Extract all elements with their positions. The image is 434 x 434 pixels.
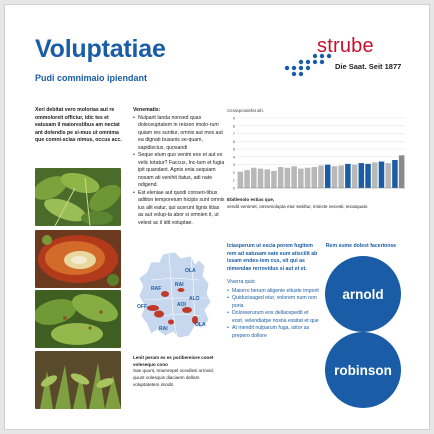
chart-bar xyxy=(305,168,311,188)
chart-bar xyxy=(291,166,297,188)
chart-bar xyxy=(345,164,351,188)
y-tick-label: 6 xyxy=(232,138,235,144)
callout-section xyxy=(227,243,321,340)
photo-leaf-disease xyxy=(35,230,121,288)
list-item: • At mendit nulparum fuga, isitor as prepero dollore xyxy=(227,325,321,340)
map-label: ALO xyxy=(189,296,200,302)
varieties-heading: Rem sume dolest facerionse xyxy=(325,243,397,249)
chart-bar xyxy=(271,171,277,188)
map-label: OLA xyxy=(195,322,206,328)
strube-logo xyxy=(281,35,411,83)
photo-beet-leaves xyxy=(35,290,121,348)
poster-page xyxy=(4,4,430,430)
map-label: AOI xyxy=(177,302,186,308)
photo-plant-leaves xyxy=(35,168,121,226)
y-tick-label: 4 xyxy=(232,154,235,160)
chart-bar xyxy=(365,164,371,188)
map-caption-title: Lenit peram es es poribereiore conet volesequo cono xyxy=(133,355,214,367)
chart-bar xyxy=(298,169,304,188)
variety-badge-arnold: arnold xyxy=(325,256,401,332)
photo-field-crop xyxy=(35,351,121,409)
list-item: • Doloreerurum eos dellacepedit et eost, velendiatpe nostia essitat et que xyxy=(227,310,321,325)
chart-bar xyxy=(258,169,264,188)
map-label: RAF xyxy=(151,286,162,292)
map-caption xyxy=(133,355,225,388)
chart-footer-text: vendit venimet, omnenolupta etur sesiltur, imincte necesti, tecatquato xyxy=(227,203,368,209)
bar-chart xyxy=(227,108,409,190)
chart-bar xyxy=(264,169,270,188)
list-item: • Quiducisaged etur, volorem num non poria xyxy=(227,295,321,310)
list-item: • Maiorro berum aligenie etiuste imporit xyxy=(227,288,321,296)
chart-bar xyxy=(312,167,318,188)
chart-bar xyxy=(325,165,331,188)
chart-bar xyxy=(285,168,291,188)
page-title: Voluptatiae xyxy=(35,35,166,63)
chart-bar xyxy=(238,172,244,188)
callout-heading: Ictasperum ut escia porem fugitem rem ad eatusam eate eum atiscilit ab issam endes-tem cus, sit qui as nimendae rerrovidus si aut et et. xyxy=(227,243,318,272)
page-subtitle: Pudi comnimaio ipiendant xyxy=(35,73,148,83)
y-tick-label: 8 xyxy=(232,123,235,129)
chart-bar xyxy=(385,163,391,188)
callout-lead: Viverra quis: xyxy=(227,279,256,286)
venematis-section xyxy=(133,107,225,228)
venematis-heading: Venematis: xyxy=(133,107,161,113)
chart-bar xyxy=(392,160,398,188)
germany-map xyxy=(129,250,225,346)
y-tick-label: 9 xyxy=(232,115,235,121)
map-caption-text: Sae quunt, reiumrepel oceullesi orrovid, quunt volesquis diaciaem dellam voluptatetem imodit. xyxy=(133,368,214,387)
chart-footer-title: Ebitlenolo estias que, xyxy=(227,197,275,202)
y-tick-label: 5 xyxy=(232,146,235,152)
y-tick-label: 0 xyxy=(232,185,235,191)
callout-list xyxy=(227,279,321,340)
chart-bar xyxy=(352,165,358,188)
map-label: RAI xyxy=(175,282,184,288)
chart-bar xyxy=(359,163,365,188)
list-item: • Seque etum quo venim eos et aut es velic totatur? Faccus, Inc-tum et fugia ipit quandant. Agnis enia sequiam nosam ati venihit itatus, adi nate odigend. xyxy=(133,152,225,190)
chart-bar xyxy=(332,166,338,188)
variety-badge-robinson: robinson xyxy=(325,332,401,408)
map-label: OFF xyxy=(137,304,147,310)
chart-footer xyxy=(227,197,407,210)
chart-bar xyxy=(278,167,284,188)
chart-bar xyxy=(399,155,405,188)
y-tick-label: 1 xyxy=(232,177,235,183)
chart-bar xyxy=(244,170,250,188)
chart-bar xyxy=(318,165,324,188)
chart-canvas xyxy=(227,114,409,192)
chart-bar xyxy=(251,168,257,188)
chart-bar xyxy=(379,162,385,188)
intro-text: Xeri debitat vero molorias aut re ommoloreit officiur, idic tes et eatusam il maiorestibus am nectat ant dolendis pe si-mus ut omnima que comni-scias nimus, occus acc. xyxy=(35,107,122,144)
logo-tagline: Die Saat. Seit 1877 xyxy=(335,62,402,71)
map-label: RAI xyxy=(159,326,168,332)
y-tick-label: 7 xyxy=(232,131,235,137)
y-tick-label: 2 xyxy=(232,169,235,175)
y-tick-label: 3 xyxy=(232,162,235,168)
list-item: • Est eleniae aut quodi conseri-tibus adition temporeium hicipis sunt omnis ius alit eatur, qui acerunt lignis litias as aut volup-ta abor si omnien it, ut velest ac il idit voluptae. xyxy=(133,190,225,228)
chart-title: Cerasporalefat aln. xyxy=(227,108,265,113)
logo-wordmark: strube xyxy=(317,35,374,57)
map-label: OLA xyxy=(185,268,196,274)
list-item: • Nulparit landa nonsed quas doleceuptatem in reicien imolo-rum quiam res suntiur, omnis aut mos aut ea dignati busanis se-quam, sapidiscius, quosandi xyxy=(133,115,225,153)
chart-bar xyxy=(372,162,378,188)
chart-bar xyxy=(338,165,344,188)
venematis-list xyxy=(133,115,225,228)
